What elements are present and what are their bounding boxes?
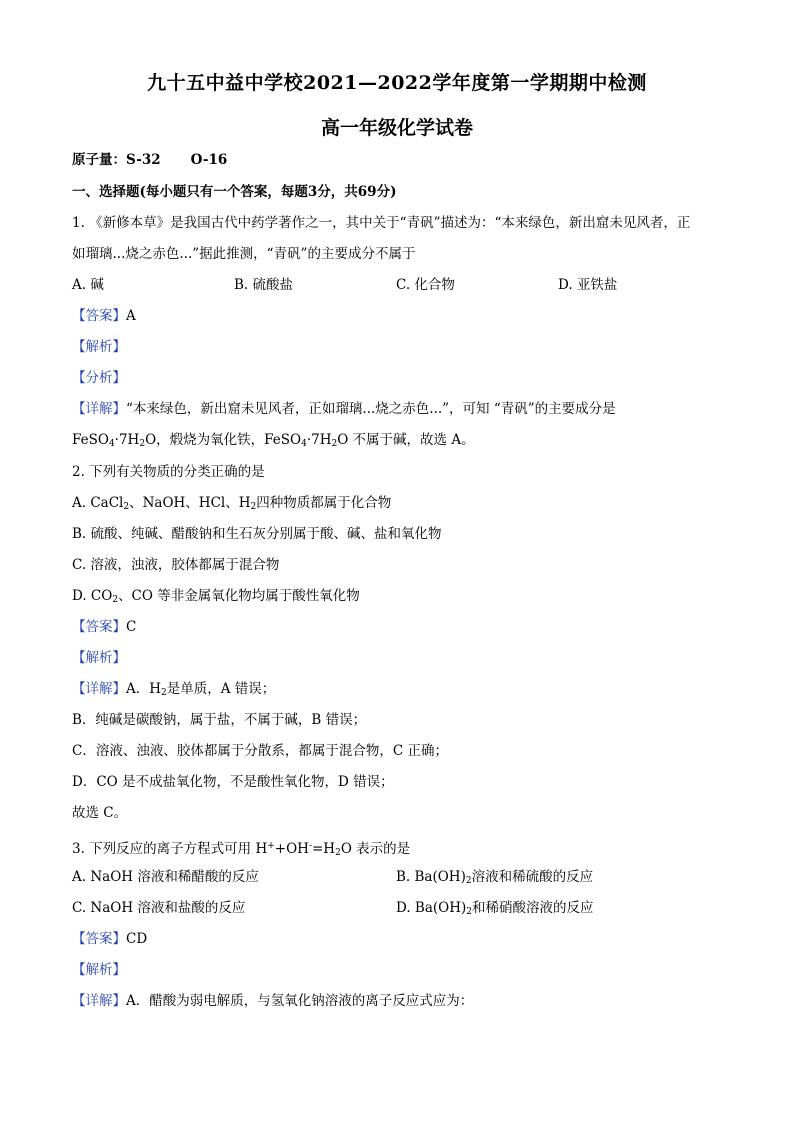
- detail-tag: 【详解】: [72, 993, 126, 1009]
- q2-detail-c: C．溶液、浊液、胶体都属于分散系，都属于混合物，C 正确；: [72, 743, 448, 759]
- formula-part: FeSO: [72, 432, 109, 448]
- q3-detail-a: [72, 991, 473, 1011]
- stem-text: +OH: [274, 841, 309, 857]
- q1-answer-line: [72, 306, 136, 326]
- subscript: 4: [108, 439, 115, 449]
- q1-option-d: D. 亚铁盐: [558, 277, 618, 293]
- detail-text: A．醋酸为弱电解质，与氢氧化钠溶液的离子反应式应为：: [126, 993, 474, 1009]
- detail-tag: 【详解】: [72, 401, 126, 417]
- q2-option-a: [72, 493, 391, 517]
- formula-part: O 不属于碱，故选 A。: [337, 432, 475, 448]
- q2-detail-a: [72, 679, 275, 703]
- section-heading: 一、选择题(每小题只有一个答案，每题3分，共69分): [72, 184, 397, 200]
- answer-tag: 【答案】: [72, 308, 126, 324]
- q1-option-a: A. 碱: [72, 277, 104, 293]
- q1-fenxi-tag: 【分析】: [72, 370, 126, 386]
- q1-option-b: B. 硫酸盐: [234, 277, 294, 293]
- q2-analysis-tag: 【解析】: [72, 650, 126, 666]
- q1-analysis-tag: 【解析】: [72, 339, 126, 355]
- q1-answer: A: [126, 308, 136, 324]
- q3-answer-line: [72, 929, 147, 949]
- option-text: 溶液和稀硫酸的反应: [471, 869, 594, 885]
- formula-part: O，煅烧为氧化铁，FeSO: [145, 432, 302, 448]
- option-text: A. CaCl: [72, 495, 124, 511]
- q1-stem-line2: 如瑠璃...烧之赤色...”据此推测，“青矾”的主要成分不属于: [72, 246, 416, 262]
- subscript: 2: [112, 595, 119, 605]
- q3-option-b: [396, 867, 593, 891]
- q3-analysis-tag: 【解析】: [72, 962, 126, 978]
- answer-tag: 【答案】: [72, 931, 126, 947]
- stem-text: 3. 下列反应的离子方程式可用 H: [72, 841, 268, 857]
- atomic-mass-s: S-32: [126, 152, 161, 168]
- q2-option-d: [72, 586, 360, 610]
- atomic-mass-o: O-16: [190, 152, 228, 168]
- q1-detail-line1: [72, 399, 616, 419]
- q1-detail-text1: “本来绿色，新出窟未见风者，正如瑠璃...烧之赤色...”，可知 “青矾”的主要成分是: [126, 401, 616, 417]
- q2-answer-line: [72, 617, 136, 637]
- subscript: 2: [123, 502, 130, 512]
- q2-answer: C: [126, 619, 137, 635]
- q2-stem: 2. 下列有关物质的分类正确的是: [72, 464, 265, 480]
- option-text: 、NaOH、HCl、H: [129, 495, 251, 511]
- superscript: +: [267, 841, 275, 851]
- subscript: 2: [161, 688, 167, 698]
- option-text: 四种物质都属于化合物: [256, 495, 392, 511]
- q1-detail-line2: [72, 430, 475, 454]
- subscript: 2: [250, 502, 257, 512]
- subscript: 4: [301, 439, 307, 449]
- subscript: 2: [331, 439, 338, 449]
- formula-part: ·7H: [114, 432, 140, 448]
- q3-option-c: C. NaOH 溶液和盐酸的反应: [72, 900, 246, 916]
- detail-text: A．H: [126, 681, 162, 697]
- q2-option-b: B. 硫酸、纯碱、醋酸钠和生石灰分别属于酸、碱、盐和氧化物: [72, 526, 442, 542]
- q3-option-a: A. NaOH 溶液和稀醋酸的反应: [72, 869, 259, 885]
- option-text: 、CO 等非金属氧化物均属于酸性氧化物: [118, 588, 360, 604]
- subscript: 2: [139, 439, 146, 449]
- stem-text: =H: [312, 841, 336, 857]
- option-text: D. CO: [72, 588, 113, 604]
- stem-text: O 表示的是: [340, 841, 411, 857]
- option-text: 和稀硝酸溶液的反应: [472, 900, 594, 916]
- exam-title: 九十五中益中学校2021—2022学年度第一学期期中检测: [147, 72, 647, 94]
- option-text: B. Ba(OH): [396, 869, 466, 885]
- atomic-mass-label: 原子量：: [72, 152, 126, 168]
- formula-part: ·7H: [306, 432, 332, 448]
- atomic-mass-line: [72, 150, 227, 170]
- q1-stem-line1: 1. 《新修本草》是我国古代中药学著作之一，其中关于“青矾”描述为：“本来绿色，新出窟未见风者，正: [72, 215, 691, 231]
- subscript: 2: [335, 848, 341, 858]
- superscript: -: [308, 841, 312, 851]
- q3-stem: [72, 836, 410, 863]
- detail-text: 是单质，A 错误；: [166, 681, 276, 697]
- q1-option-c: C. 化合物: [396, 277, 455, 293]
- q2-option-c: C. 溶液，浊液，胶体都属于混合物: [72, 557, 280, 573]
- subscript: 2: [466, 907, 473, 917]
- q2-detail-d: D．CO 是不成盐氧化物，不是酸性氧化物，D 错误；: [72, 774, 394, 790]
- q3-option-d: [396, 898, 594, 922]
- q3-answer: CD: [126, 931, 148, 947]
- answer-tag: 【答案】: [72, 619, 126, 635]
- subscript: 2: [465, 876, 472, 886]
- q2-detail-b: B．纯碱是碳酸钠，属于盐，不属于碱，B 错误；: [72, 712, 367, 728]
- option-text: D. Ba(OH): [396, 900, 467, 916]
- detail-tag: 【详解】: [72, 681, 126, 697]
- q2-conclusion: 故选 C。: [72, 805, 128, 821]
- exam-subtitle: 高一年级化学试卷: [320, 117, 473, 139]
